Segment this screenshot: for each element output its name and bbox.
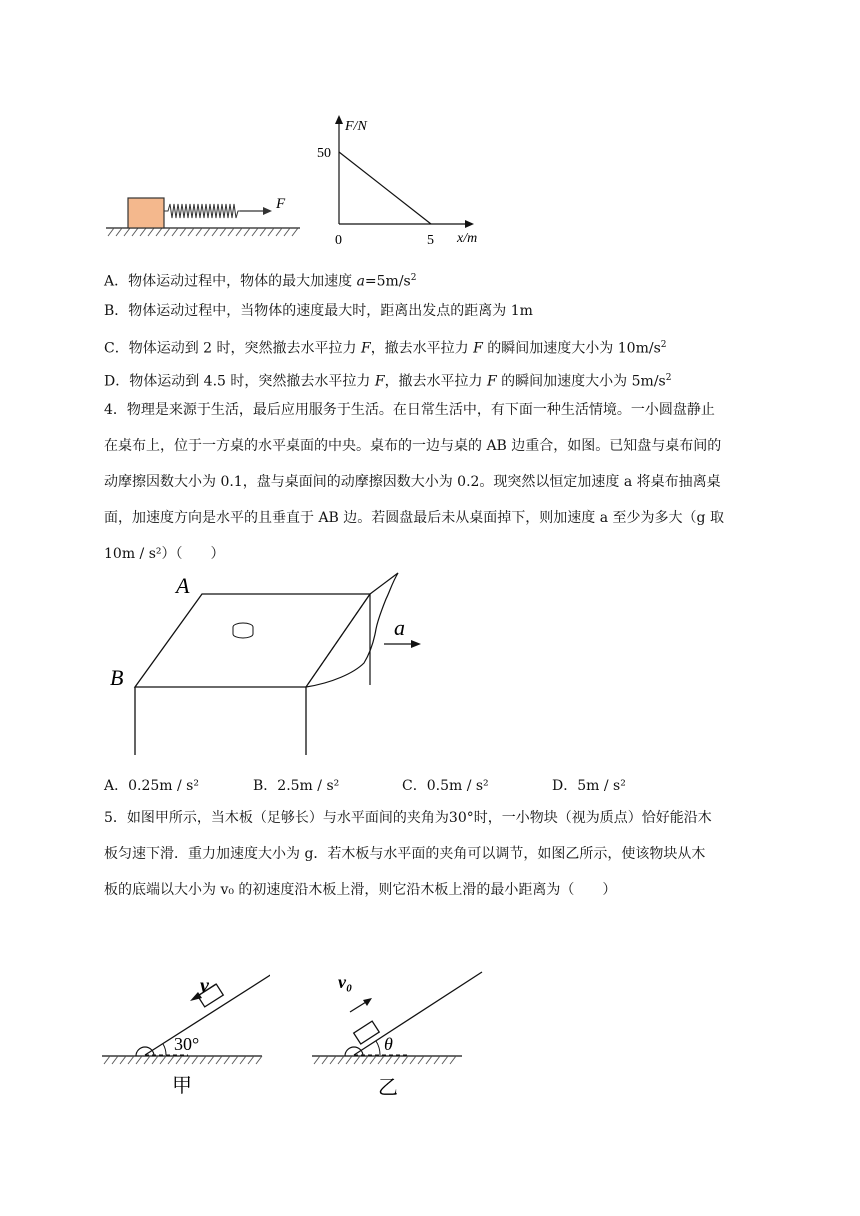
q4-line-5: 10m / s²）（ ） — [104, 546, 225, 562]
y-tick-50: 50 — [317, 146, 331, 161]
x-axis-label: x/m — [457, 231, 478, 246]
question-4 — [104, 392, 764, 572]
q5-line-3: 板的底端以大小为 v₀ 的初速度沿木板上滑，则它沿木板上滑的最小距离为（ ） — [104, 882, 617, 898]
velocity-label-jia: v — [200, 975, 209, 997]
x-tick-5: 5 — [427, 233, 434, 248]
y-axis-label: F/N — [345, 119, 367, 134]
force-label: F — [276, 196, 286, 212]
table-figure — [100, 565, 440, 765]
q4-line-2: 在桌布上，位于一方桌的水平桌面的中央。桌布的一边与桌的 AB 边重合，如图。已知盘与桌布间的 — [104, 438, 722, 454]
origin-label: 0 — [335, 233, 342, 248]
spring — [164, 204, 240, 218]
incline-figure-yi — [310, 962, 490, 1102]
angle-label-jia: 30° — [174, 1034, 200, 1054]
accel-label: a — [394, 615, 405, 640]
q5-line-1: 5．如图甲所示，当木板（足够长）与水平面间的夹角为30°时，一小物块（视为质点）恰好能沿木 — [104, 810, 712, 826]
caption-yi: 乙 — [378, 1077, 398, 1099]
q3-option-b[interactable]: B．物体运动过程中，当物体的速度最大时，距离出发点的距离为 1m — [104, 303, 533, 319]
spring-block-figure — [100, 190, 310, 240]
caption-jia: 甲 — [172, 1075, 192, 1097]
block — [128, 198, 164, 228]
q4-option-c[interactable]: C．0.5m / s² — [402, 778, 489, 794]
force-line — [339, 152, 431, 224]
q4-option-d[interactable]: D．5m / s² — [552, 778, 626, 794]
q5-line-2: 板匀速下滑．重力加速度大小为 g．若木板与水平面的夹角可以调节，如图乙所示，使该物块从木 — [104, 846, 706, 862]
q4-line-4: 面，加速度方向是水平的且垂直于 AB 边。若圆盘最后未从桌面掉下，则加速度 a 至少为多大（g 取 — [104, 510, 724, 526]
label-a: A — [176, 573, 190, 598]
velocity-label-yi: v₀ — [338, 972, 353, 992]
angle-label-yi: θ — [384, 1034, 393, 1054]
question-5 — [104, 800, 764, 908]
q4-line-3: 动摩擦因数大小为 0.1，盘与桌面间的动摩擦因数大小为 0.2。现突然以恒定加速度 a 将桌布抽离桌 — [104, 474, 721, 490]
label-b: B — [110, 665, 124, 690]
q4-option-b[interactable]: B．2.5m / s² — [253, 778, 340, 794]
force-displacement-graph — [315, 110, 485, 250]
q4-option-a[interactable]: A．0.25m / s² — [104, 778, 199, 794]
incline-figure-jia — [100, 962, 270, 1102]
q3-option-a[interactable]: A．物体运动过程中，物体的最大加速度 $a=5m/s^2$ — [104, 273, 417, 290]
q4-line-1: 4．物理是来源于生活，最后应用服务于生活。在日常生活中，有下面一种生活情境。一小圆盘静止 — [104, 402, 715, 418]
q3-option-d[interactable]: D．物体运动到 4.5 时，突然撤去水平拉力 F，撤去水平拉力 F 的瞬间加速度大小为 $5m/s^2$ — [104, 373, 672, 390]
q3-option-c[interactable]: C．物体运动到 2 时，突然撤去水平拉力 F，撤去水平拉力 F 的瞬间加速度大小为 $10m/s^2$ — [104, 340, 667, 357]
